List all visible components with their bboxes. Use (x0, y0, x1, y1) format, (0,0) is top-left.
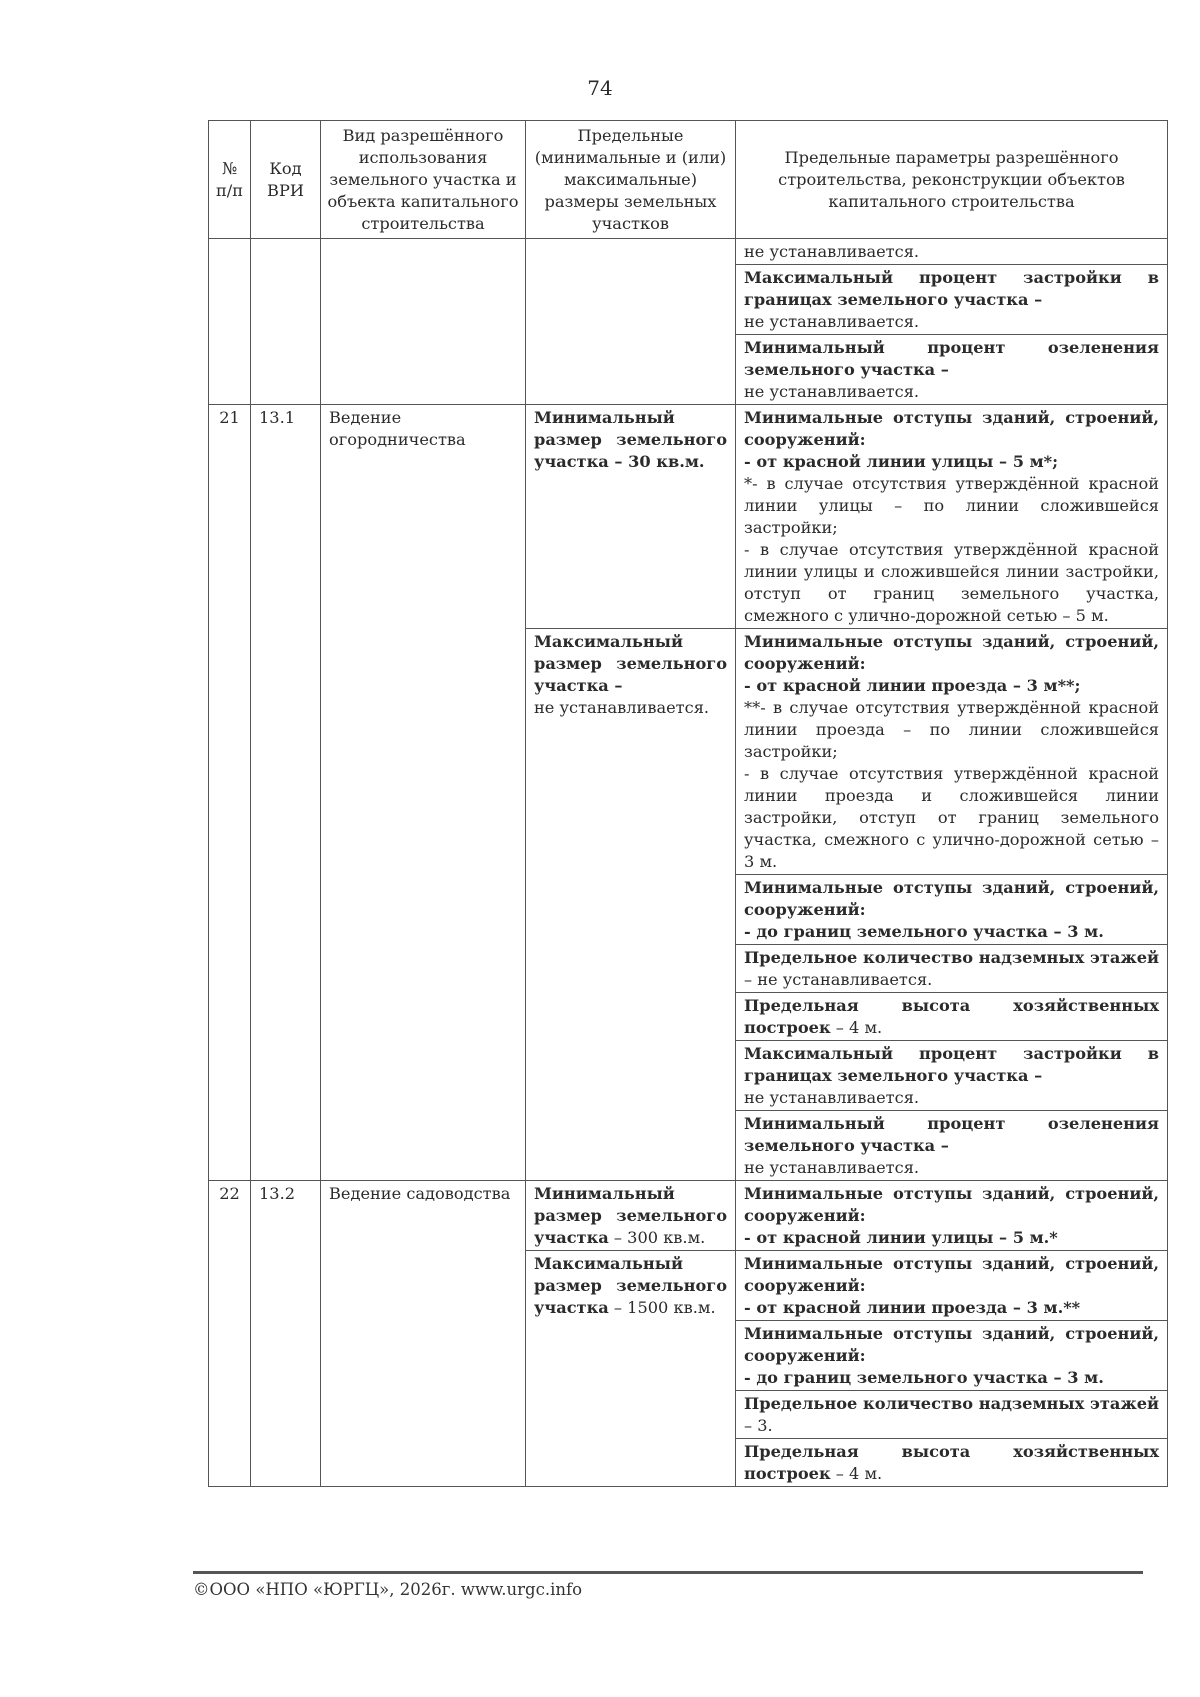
param-text: – не устанавливается. (744, 970, 933, 989)
min-size-cell (526, 1181, 736, 1251)
header-kind: Вид разрешённого использования земельного участка и объекта капитального строительства (321, 121, 526, 239)
param-text: не устанавливается. (744, 382, 920, 401)
param-label: - от красной линии улицы – 5 м.* (744, 1228, 1058, 1247)
table-header (209, 121, 1168, 239)
max-size-text: не устанавливается. (534, 698, 710, 717)
param-text: не устанавливается. (744, 1158, 920, 1177)
footer-divider (193, 1571, 1143, 1574)
param-label: Минимальные отступы зданий, строений, сооружений: (744, 878, 1159, 919)
param-cell (736, 945, 1168, 993)
row-code: 13.1 (251, 405, 321, 1181)
param-cell (736, 1251, 1168, 1321)
max-size-cell (526, 1251, 736, 1487)
param-label: Максимальный процент застройки в границах земельного участка – (744, 268, 1159, 309)
max-size-label: Максимальный размер земельного участка (534, 1254, 727, 1317)
row-kind: Ведение огородничества (321, 405, 526, 1181)
land-use-table (208, 120, 1168, 1487)
table-row (209, 1181, 1168, 1251)
table-row (209, 239, 1168, 265)
param-label: - от красной линии проезда – 3 м**; (744, 676, 1081, 695)
param-cell (736, 1439, 1168, 1487)
param-cell (736, 1181, 1168, 1251)
param-text: **- в случае отсутствия утверждённой красной линии проезда – по линии сложившейся застройки; (744, 698, 1159, 761)
param-text: - в случае отсутствия утверждённой красной линии проезда и сложившейся линии застройки, отступ от границ земельного участка, смежного с улично-дорожной сетью – 3 м. (744, 764, 1159, 871)
row-code: 13.2 (251, 1181, 321, 1487)
param-text: – 4 м. (830, 1018, 883, 1037)
param-cell (736, 629, 1168, 875)
param-label: Минимальные отступы зданий, строений, сооружений: (744, 1254, 1159, 1295)
row-number: 22 (209, 1181, 251, 1487)
min-size-text: Минимальный размер земельного участка – 30 кв.м. (534, 408, 727, 471)
param-label: Предельное количество надземных этажей (744, 948, 1159, 967)
param-label: Предельная высота хозяйственных построек (744, 1442, 1159, 1483)
param-cell (736, 1111, 1168, 1181)
param-label: Минимальный процент озеленения земельного участка – (744, 1114, 1159, 1155)
header-code: Код ВРИ (251, 121, 321, 239)
header-num: № п/п (209, 121, 251, 239)
param-label: - до границ земельного участка – 3 м. (744, 922, 1104, 941)
param-text: не устанавливается. (744, 1088, 920, 1107)
param-text: не устанавливается. (744, 312, 920, 331)
max-size-label: Максимальный размер земельного участка – (534, 632, 727, 695)
param-cell (736, 405, 1168, 629)
cell-kind (321, 239, 526, 405)
param-label: Минимальные отступы зданий, строений, сооружений: (744, 408, 1159, 449)
param-cell (736, 875, 1168, 945)
param-label: - от красной линии улицы – 5 м*; (744, 452, 1059, 471)
param-label: Предельная высота хозяйственных построек (744, 996, 1159, 1037)
param-label: Предельное количество надземных этажей (744, 1394, 1159, 1413)
param-cell (736, 265, 1168, 335)
param-cell (736, 335, 1168, 405)
row-number: 21 (209, 405, 251, 1181)
param-text: – 3. (744, 1416, 773, 1435)
param-cell (736, 1041, 1168, 1111)
cell-num (209, 239, 251, 405)
max-size-cell (526, 629, 736, 1181)
min-size-cell (526, 405, 736, 629)
param-label: Максимальный процент застройки в границах земельного участка – (744, 1044, 1159, 1085)
param-text: – 4 м. (830, 1464, 883, 1483)
row-kind: Ведение садоводства (321, 1181, 526, 1487)
min-size-text: – 300 кв.м. (608, 1228, 706, 1247)
param-cell (736, 1321, 1168, 1391)
cell-sizes (526, 239, 736, 405)
param-text: - в случае отсутствия утверждённой красной линии улицы и сложившейся линии застройки, отступ от границ земельного участка, смежного с улично-дорожной сетью – 5 м. (744, 540, 1159, 625)
param-label: Минимальные отступы зданий, строений, сооружений: (744, 1184, 1159, 1225)
param-label: Минимальные отступы зданий, строений, сооружений: (744, 1324, 1159, 1365)
min-size-label: Минимальный размер земельного участка (534, 1184, 727, 1247)
page-number: 74 (587, 76, 613, 100)
header-params: Предельные параметры разрешённого строительства, реконструкции объектов капитального строительства (736, 121, 1168, 239)
cell-code (251, 239, 321, 405)
header-sizes: Предельные (минимальные и (или) максимальные) размеры земельных участков (526, 121, 736, 239)
param-label: Минимальные отступы зданий, строений, сооружений: (744, 632, 1159, 673)
footer-copyright: ©ООО «НПО «ЮРГЦ», 2026г. www.urgc.info (193, 1580, 583, 1599)
param-label: Минимальный процент озеленения земельного участка – (744, 338, 1159, 379)
param-label: - от красной линии проезда – 3 м.** (744, 1298, 1081, 1317)
table-row (209, 405, 1168, 629)
param-text: не устанавливается. (744, 242, 920, 261)
param-cell (736, 993, 1168, 1041)
param-cell (736, 239, 1168, 265)
param-cell (736, 1391, 1168, 1439)
param-label: - до границ земельного участка – 3 м. (744, 1368, 1104, 1387)
max-size-text: – 1500 кв.м. (608, 1298, 716, 1317)
param-text: *- в случае отсутствия утверждённой красной линии улицы – по линии сложившейся застройки; (744, 474, 1159, 537)
